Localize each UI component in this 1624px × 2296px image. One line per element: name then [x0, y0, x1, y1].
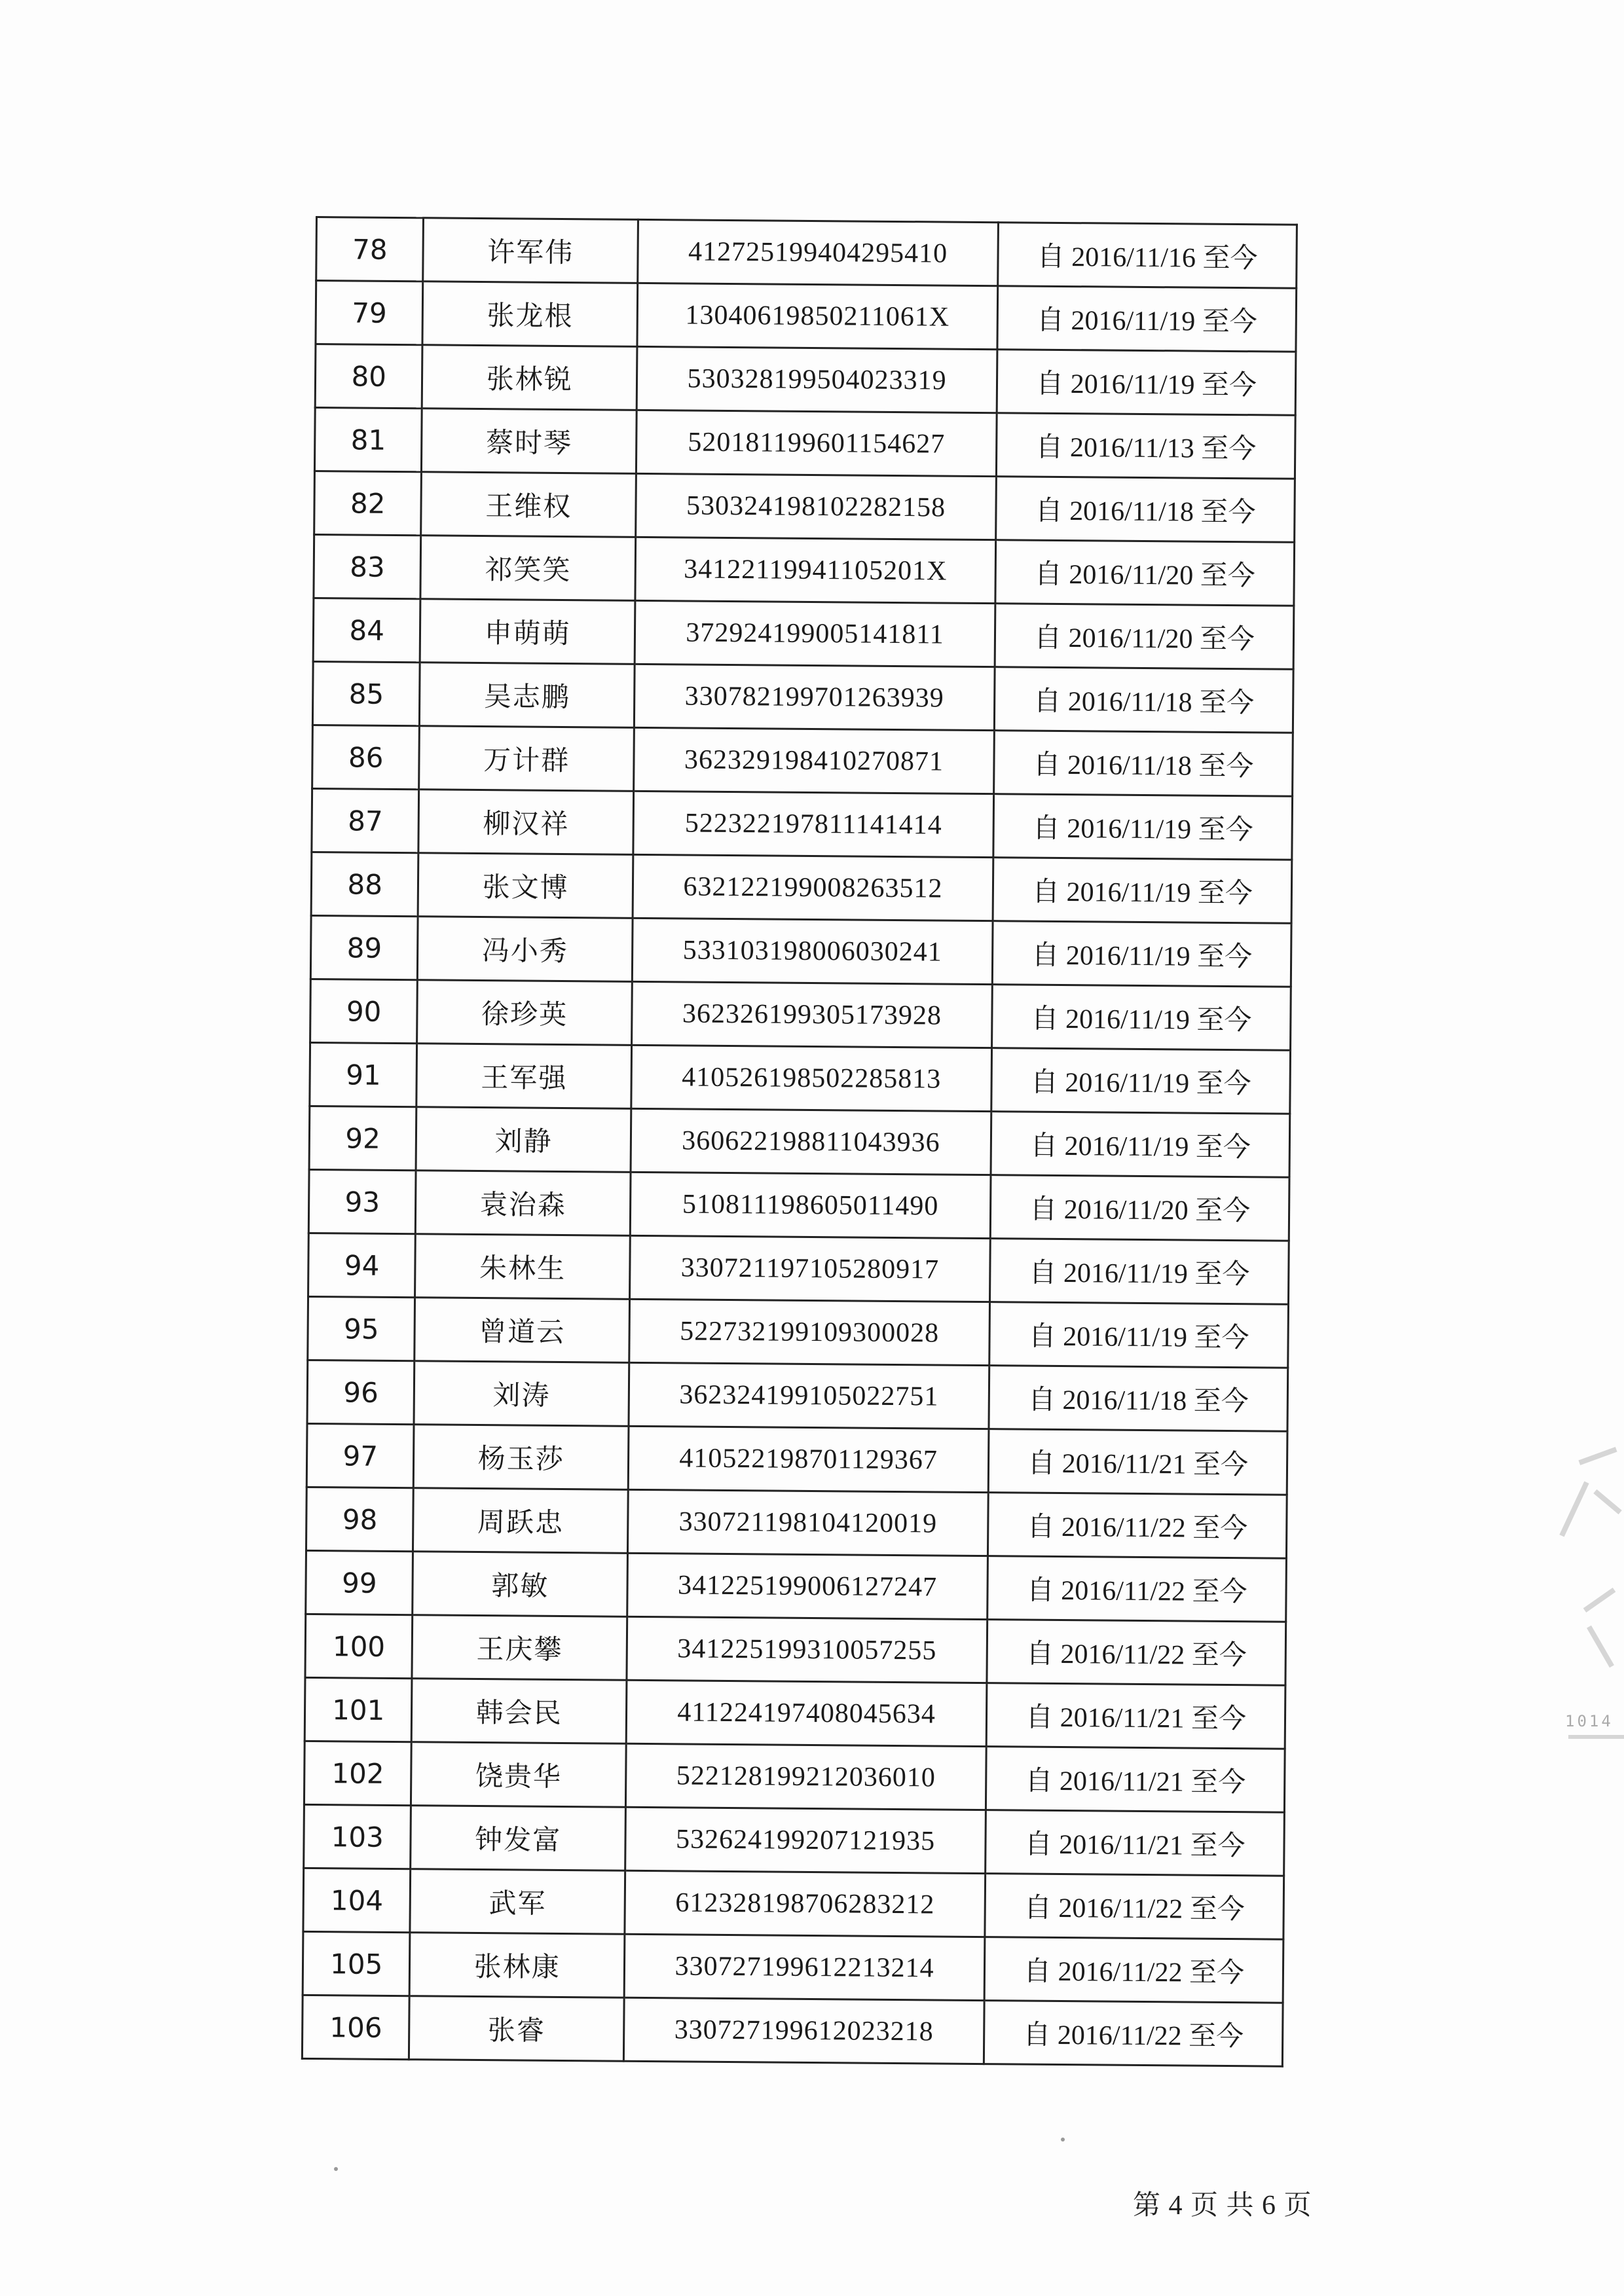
start-date: 自 2016/11/20 至今 — [990, 1175, 1289, 1241]
employee-name: 张文博 — [418, 853, 633, 919]
start-date: 自 2016/11/18 至今 — [989, 1366, 1288, 1432]
seal-fragment-text: 1014 — [1565, 1712, 1614, 1730]
table-row — [306, 1550, 1287, 1622]
row-number: 85 — [312, 661, 420, 725]
table-row — [309, 1106, 1290, 1177]
id-number: 530324198102282158 — [636, 473, 997, 539]
employee-name: 朱林生 — [415, 1234, 630, 1300]
employee-name: 钟发富 — [411, 1806, 625, 1871]
start-date: 自 2016/11/19 至今 — [991, 1112, 1290, 1178]
row-number: 80 — [315, 344, 422, 409]
row-number: 87 — [312, 788, 419, 852]
row-number: 103 — [304, 1804, 411, 1868]
table-row — [303, 1868, 1284, 1939]
employee-name: 韩会民 — [412, 1679, 627, 1744]
start-date: 自 2016/11/22 至今 — [987, 1556, 1287, 1622]
start-date: 自 2016/11/13 至今 — [997, 413, 1296, 479]
id-number: 520181199601154627 — [636, 410, 997, 476]
table-row — [307, 1360, 1288, 1431]
start-date: 自 2016/11/21 至今 — [988, 1429, 1287, 1495]
employee-name: 申萌萌 — [420, 599, 635, 665]
start-date: 自 2016/11/19 至今 — [991, 1048, 1291, 1114]
id-number: 411224197408045634 — [626, 1680, 987, 1746]
employee-name: 许军伟 — [423, 218, 638, 283]
table-row — [310, 915, 1291, 987]
row-number: 88 — [311, 852, 418, 916]
start-date: 自 2016/11/21 至今 — [986, 1810, 1285, 1876]
table-row — [308, 1296, 1289, 1368]
start-date: 自 2016/11/22 至今 — [984, 1937, 1283, 2003]
row-number: 96 — [307, 1360, 415, 1424]
employee-name: 王军强 — [416, 1044, 631, 1109]
id-number: 522732199109300028 — [629, 1299, 990, 1365]
table-row — [314, 408, 1295, 479]
employee-name: 张龙根 — [422, 282, 637, 347]
employee-name: 徐珍英 — [417, 980, 632, 1046]
start-date: 自 2016/11/19 至今 — [997, 286, 1297, 352]
seal-fragment — [1552, 1440, 1624, 1807]
id-number: 510811198605011490 — [630, 1172, 991, 1238]
id-number: 330782199701263939 — [634, 664, 995, 730]
row-number: 98 — [306, 1487, 413, 1551]
employee-name: 饶贵华 — [411, 1742, 626, 1808]
start-date: 自 2016/11/19 至今 — [989, 1302, 1289, 1368]
employee-name: 祁笑笑 — [420, 536, 635, 601]
start-date: 自 2016/11/18 至今 — [994, 731, 1293, 797]
row-number: 82 — [314, 471, 422, 535]
employee-name: 刘涛 — [414, 1361, 629, 1427]
scan-speck — [334, 2167, 338, 2171]
row-number: 99 — [306, 1550, 413, 1614]
employee-name: 蔡时琴 — [422, 409, 637, 474]
employee-name: 王维权 — [421, 472, 636, 538]
table-row — [312, 661, 1293, 733]
row-number: 106 — [302, 1995, 409, 2059]
roster-table — [301, 216, 1298, 2068]
page-number-footer: 第 4 页 共 6 页 — [1133, 2191, 1312, 2221]
employee-name: 张林锐 — [422, 345, 637, 410]
row-number: 95 — [308, 1296, 415, 1360]
row-number: 92 — [309, 1106, 416, 1170]
row-number: 78 — [316, 217, 424, 282]
row-number: 105 — [303, 1931, 410, 1995]
table-row — [312, 788, 1293, 860]
row-number: 91 — [310, 1042, 417, 1106]
table-row — [304, 1741, 1285, 1812]
table-row — [316, 217, 1297, 289]
employee-name: 袁治森 — [416, 1171, 631, 1236]
employee-name: 王庆攀 — [412, 1615, 627, 1681]
id-number: 330721197105280917 — [629, 1235, 990, 1302]
start-date: 自 2016/11/19 至今 — [990, 1239, 1289, 1305]
row-number: 89 — [310, 915, 418, 979]
employee-name: 郭敏 — [413, 1552, 627, 1617]
employee-name: 冯小秀 — [418, 917, 633, 982]
table-row — [313, 598, 1294, 669]
table-row — [306, 1487, 1287, 1558]
start-date: 自 2016/11/21 至今 — [986, 1683, 1285, 1749]
id-number: 330721198104120019 — [627, 1489, 988, 1556]
employee-name: 武军 — [410, 1869, 625, 1935]
id-number: 522322197811141414 — [633, 791, 994, 857]
table-row — [302, 1995, 1283, 2066]
employee-name: 张睿 — [409, 1996, 624, 2062]
start-date: 自 2016/11/19 至今 — [993, 794, 1293, 860]
start-date: 自 2016/11/20 至今 — [995, 604, 1294, 670]
start-date: 自 2016/11/18 至今 — [996, 477, 1295, 543]
id-number: 362329198410270871 — [634, 727, 995, 793]
row-number: 97 — [306, 1423, 414, 1487]
row-number: 83 — [314, 534, 421, 598]
start-date: 自 2016/11/21 至今 — [986, 1747, 1285, 1813]
table-row — [305, 1614, 1286, 1685]
table-row — [304, 1677, 1285, 1749]
row-number: 86 — [312, 725, 420, 789]
employee-name: 刘静 — [416, 1107, 631, 1173]
table-row — [304, 1804, 1285, 1876]
row-number: 90 — [310, 979, 418, 1043]
id-number: 410522198701129367 — [628, 1426, 989, 1492]
row-number: 81 — [314, 408, 422, 472]
id-number: 532624199207121935 — [625, 1807, 986, 1873]
table-row — [315, 344, 1296, 416]
start-date: 自 2016/11/19 至今 — [992, 985, 1291, 1051]
scan-speck — [1061, 2138, 1065, 2141]
id-number: 360622198811043936 — [631, 1108, 991, 1175]
id-number: 362326199305173928 — [632, 981, 993, 1048]
start-date: 自 2016/11/22 至今 — [988, 1493, 1287, 1559]
id-number: 522128199212036010 — [625, 1743, 986, 1810]
row-number: 79 — [316, 281, 423, 345]
employee-name: 张林康 — [410, 1933, 625, 1998]
row-number: 94 — [308, 1233, 416, 1297]
row-number: 100 — [305, 1614, 413, 1678]
id-number: 632122199008263512 — [633, 854, 993, 920]
id-number: 530328199504023319 — [637, 346, 997, 412]
id-number: 34122119941105201X — [635, 537, 996, 603]
table-row — [312, 725, 1293, 796]
table-row — [310, 1042, 1291, 1114]
table-row — [314, 534, 1295, 606]
id-number: 341225199006127247 — [627, 1553, 988, 1619]
row-number: 101 — [304, 1677, 412, 1741]
row-number: 104 — [303, 1868, 411, 1932]
id-number: 341225199310057255 — [627, 1616, 987, 1683]
employee-name: 周跃忠 — [413, 1488, 628, 1554]
id-number: 13040619850211061X — [637, 283, 998, 349]
table-row — [310, 979, 1291, 1050]
id-number: 372924199005141811 — [635, 600, 995, 666]
employee-name: 曾道云 — [415, 1298, 629, 1363]
row-number: 84 — [313, 598, 420, 662]
id-number: 533103198006030241 — [632, 918, 993, 984]
id-number: 612328198706283212 — [625, 1870, 986, 1937]
roster-body — [302, 217, 1297, 2067]
start-date: 自 2016/11/19 至今 — [993, 858, 1292, 924]
employee-name: 柳汉祥 — [418, 790, 633, 855]
start-date: 自 2016/11/19 至今 — [997, 350, 1296, 416]
start-date: 自 2016/11/18 至今 — [994, 667, 1293, 733]
start-date: 自 2016/11/22 至今 — [985, 1874, 1284, 1940]
id-number: 410526198502285813 — [631, 1045, 992, 1111]
id-number: 412725199404295410 — [638, 219, 999, 285]
table-row — [311, 852, 1292, 923]
table-row — [314, 471, 1295, 542]
row-number: 102 — [304, 1741, 411, 1805]
employee-name: 杨玉莎 — [414, 1425, 629, 1490]
id-number: 330727199612023218 — [623, 1997, 984, 2064]
start-date: 自 2016/11/16 至今 — [998, 223, 1297, 289]
employee-name: 吴志鹏 — [420, 663, 635, 728]
table-row — [308, 1169, 1289, 1241]
start-date: 自 2016/11/19 至今 — [992, 921, 1291, 987]
employee-name: 万计群 — [419, 726, 634, 792]
start-date: 自 2016/11/22 至今 — [984, 2001, 1283, 2067]
table-row — [316, 281, 1297, 352]
id-number: 330727199612213214 — [624, 1934, 985, 2000]
table-row — [303, 1931, 1283, 2003]
row-number: 93 — [308, 1169, 416, 1233]
start-date: 自 2016/11/22 至今 — [987, 1620, 1286, 1686]
start-date: 自 2016/11/20 至今 — [995, 540, 1295, 606]
table-row — [308, 1233, 1289, 1304]
id-number: 362324199105022751 — [629, 1362, 989, 1429]
table-row — [306, 1423, 1287, 1495]
